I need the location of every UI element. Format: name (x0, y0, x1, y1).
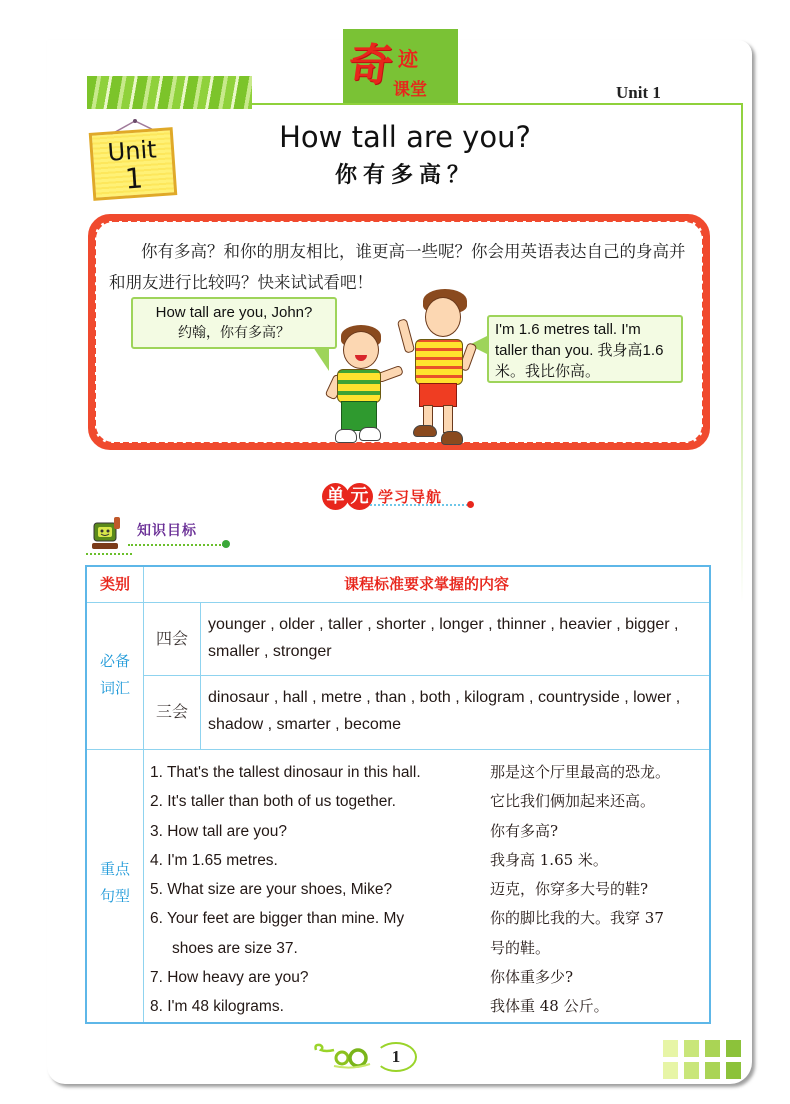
unit-sign-word: Unit (106, 135, 158, 167)
sentence-row (144, 817, 709, 846)
sentence-en-wrap (144, 934, 490, 963)
sentence-zh: 我身高 1.65 米。 (490, 850, 608, 869)
level-three-skills: 三会 (144, 676, 201, 750)
section-title-end-dot (467, 501, 474, 508)
unit-sign-number: 1 (123, 161, 145, 196)
sentence-row (144, 846, 709, 875)
sentence-zh: 那是这个厅里最高的恐龙。 (490, 763, 671, 781)
header-rule (252, 103, 742, 105)
knowledge-goals-end-dot (222, 540, 230, 548)
section-title-circle-1: 单 (322, 483, 349, 510)
sentence-row (144, 875, 709, 904)
boy-tall-illustration (401, 289, 481, 449)
sentence-zh: 号的鞋。 (490, 938, 551, 957)
three-skills-words: dinosaur , hall , metre , than , both , kilogram , countryside , lower , shadow , smarter , become (201, 676, 709, 750)
boy-short-illustration (331, 325, 411, 449)
curriculum-table (85, 565, 711, 1024)
category-vocabulary (87, 603, 144, 750)
header-decorative-band (87, 76, 252, 109)
sentence-zh: 迈克，你穿多大号的鞋? (490, 880, 649, 899)
speech-bubble-answer: I'm 1.6 metres tall. I'm taller than you. 我身高1.6米。我比你高。 (487, 315, 683, 383)
sentence-zh: 它比我们俩加起来还高。 (490, 792, 656, 811)
sentence-row (144, 904, 709, 933)
intro-box (88, 214, 710, 450)
category-sent-line2: 句型 (99, 888, 130, 905)
section-title-circle-2: 元 (346, 483, 373, 510)
logo-char-small: 迹 (398, 49, 418, 71)
speech-bubble-question (131, 297, 337, 349)
sentence-row-continuation (144, 934, 709, 963)
intro-text: 你有多高？和你的朋友相比，谁更高一些呢？你会用英语表达自己的身高并和朋友进行比较吗？快来试试看吧！ (109, 243, 686, 292)
logo-subtitle: 课堂 (393, 80, 427, 99)
section-title-text: 学习导航 (378, 488, 443, 506)
section-title-dotted-line (370, 504, 468, 506)
knowledge-goals-title: 知识目标 (137, 522, 197, 538)
knowledge-goals-dotted-line-lower (86, 553, 132, 555)
bubble-question-en: How tall are you, John? (155, 304, 313, 321)
sentence-zh: 你体重多少? (490, 968, 574, 987)
category-key-sentences (87, 750, 144, 1022)
sentence-row (144, 963, 709, 992)
page-title-english: How tall are you? (279, 120, 531, 154)
series-logo (343, 29, 458, 104)
corner-squares-ornament (663, 1040, 748, 1082)
sentence-en: shoes are size 37. (172, 939, 298, 957)
logo-char-big: 奇 (344, 40, 396, 91)
sentence-en: 1. That's the tallest dinosaur in this hall. (150, 764, 421, 781)
four-skills-words: younger , older , taller , shorter , longer , thinner , heavier , bigger , smaller , stronger (201, 603, 709, 676)
level-four-skills: 四会 (144, 603, 201, 676)
key-sentences-list (144, 750, 709, 1022)
sentence-en: 8. I'm 48 kilograms. (150, 998, 284, 1016)
sentence-en: 5. What size are your shoes, Mike? (150, 881, 393, 899)
page-title-chinese: 你有多高？ (334, 162, 475, 187)
sentence-row (144, 787, 709, 816)
sentence-en: 4. I'm 1.65 metres. (150, 851, 278, 869)
sentence-en: 7. How heavy are you? (150, 969, 309, 987)
bubble-question-zh: 约翰，你有多高？ (178, 325, 290, 341)
knowledge-goals-dotted-line (128, 544, 224, 546)
running-header-unit: Unit 1 (616, 83, 661, 102)
sentence-row (144, 758, 709, 787)
sentence-en: 3. How tall are you? (150, 822, 287, 840)
category-vocab-line1: 必备 (99, 653, 130, 670)
computer-mascot-icon (90, 517, 124, 553)
sentence-zh: 你的脚比我的大。我穿 37 (490, 909, 664, 928)
sentence-en: 6. Your feet are bigger than mine. My (150, 910, 405, 928)
header-content: 课程标准要求掌握的内容 (144, 567, 709, 603)
swirl-ornament-icon (312, 1040, 372, 1070)
header-category: 类别 (87, 567, 144, 603)
category-sent-line1: 重点 (99, 861, 130, 878)
sentence-row (144, 992, 709, 1021)
sentence-zh: 你有多高? (490, 821, 559, 840)
category-vocab-line2: 词汇 (99, 680, 130, 697)
sentence-en: 2. It's taller than both of us together. (150, 793, 396, 811)
sentence-zh: 我体重 48 公斤。 (490, 997, 609, 1016)
page-number: 1 (375, 1042, 417, 1072)
section-title-unit-guide (322, 481, 442, 511)
